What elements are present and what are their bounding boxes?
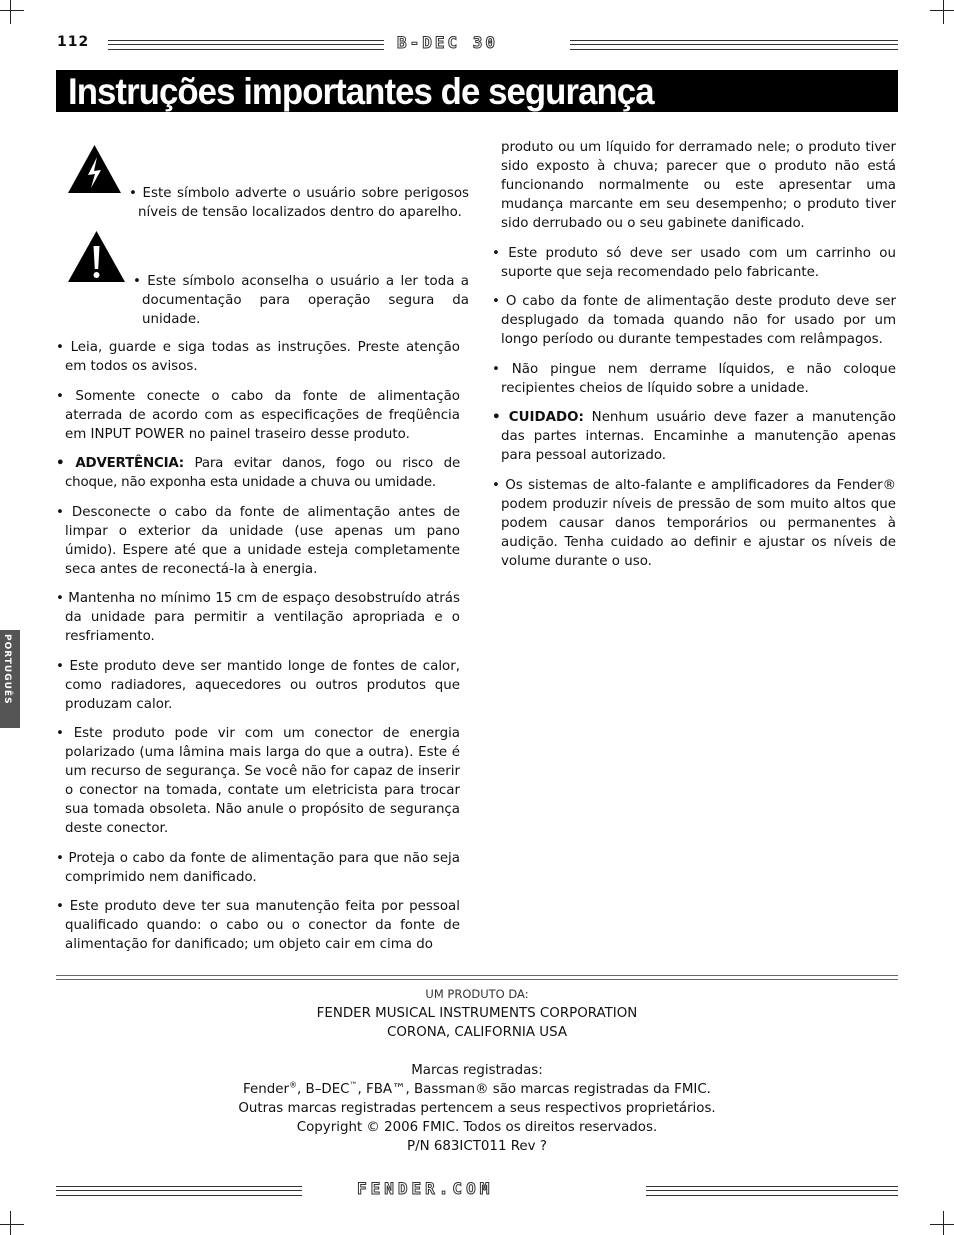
language-tab [0, 630, 20, 728]
safety-item: • Os sistemas de alto-falante e amplificadores da Fender® podem produzir níveis de pressão de som muito altos que podem causar danos temporários ou permanentes à audição. Tenha cuidado ao definir e ajustar os níveis de volume durante o uso. [492, 477, 896, 569]
copyright: Copyright © 2006 FMIC. Todos os direitos reservados. [296, 1120, 658, 1135]
crop-mark [943, 1211, 944, 1235]
footer-block [56, 985, 898, 1156]
left-column [56, 338, 460, 965]
crop-mark [0, 1224, 24, 1225]
crop-mark [0, 10, 24, 11]
crop-mark [943, 0, 944, 24]
safety-item: • Este produto deve ter sua manutenção feita por pessoal qualificado quando: o cabo ou o conector da fonte de alimentação for danificado; um objeto cair em cima do [56, 899, 460, 952]
safety-item: • Este produto só deve ser usado com um carrinho ou suporte que seja recomendado pelo fabricante. [492, 245, 896, 280]
safety-item: • Desconecte o cabo da fonte de alimentação antes de limpar o exterior da unidade (use apenas um pano úmido). Espere até que a unidade esteja completamente seca antes de reconectá-la à energia. [56, 504, 460, 577]
safety-item: • Mantenha no mínimo 15 cm de espaço desobstruído atrás da unidade para permitir a ventilação apropriada e o resfriamento. [56, 591, 460, 644]
crop-mark [10, 1211, 11, 1235]
crop-mark [930, 1224, 954, 1225]
exclamation-symbol-text: • Este símbolo aconselha o usuário a ler toda a documentação para operação segura da unidade. [133, 274, 469, 327]
header-rule-right [570, 40, 898, 50]
lightning-symbol-text: • Este símbolo adverte o usuário sobre perigosos níveis de tensão localizados dentro do aparelho. [129, 186, 469, 220]
safety-item: • Este produto deve ser mantido longe de fontes de calor, como radiadores, aquecedores ou outros produtos que produzam calor. [56, 658, 460, 712]
title-bar [56, 70, 898, 112]
safety-item: • Proteja o cabo da fonte de alimentação para que não seja comprimido nem danificado. [56, 850, 460, 885]
safety-item-warning: • ADVERTÊNCIA: Para evitar danos, fogo ou risco de choque, não exponha esta unidade a chuva ou umidade. [56, 456, 460, 490]
trademarks-heading: Marcas registradas: [411, 1063, 543, 1078]
language-tab-label: PORTUGUÊS [2, 634, 12, 705]
safety-item: • Leia, guarde e siga todas as instruções. Preste atenção em todos os avisos. [56, 340, 460, 374]
trademarks-line: Fender®, B–DEC™, FBA™, Bassman® são marcas registradas da FMIC. [243, 1080, 711, 1097]
footer-divider [56, 975, 898, 976]
safety-item-caution: • CUIDADO: Nenhum usuário deve fazer a manutenção das partes internas. Encaminhe a manutenção apenas para pessoal autorizado. [492, 410, 896, 463]
footer-rule-right [646, 1186, 898, 1196]
footer-rule-left [56, 1186, 302, 1196]
company-location: CORONA, CALIFORNIA USA [387, 1025, 567, 1040]
page-number: 112 [57, 34, 90, 50]
crop-mark [930, 10, 954, 11]
right-column [492, 138, 896, 581]
crop-mark [10, 0, 11, 24]
page-title: Instruções importantes de segurança [68, 71, 654, 112]
safety-item: • Somente conecte o cabo da fonte de alimentação aterrada de acordo com as especificações de freqüência em INPUT POWER no painel traseiro desse produto. [56, 388, 460, 442]
spacer [56, 1042, 898, 1061]
product-name: B-DEC 30 [397, 33, 499, 52]
part-number: P/N 683ICT011 Rev ? [407, 1139, 547, 1154]
produced-by-label: UM PRODUTO DA: [425, 987, 529, 1001]
footer-divider [56, 979, 898, 980]
safety-item: • O cabo da fonte de alimentação deste produto deve ser desplugado da tomada quando não for usado por um longo período ou durante tempestades com relâmpagos. [492, 294, 896, 347]
exclamation-warning-icon [66, 229, 127, 284]
website: FENDER.COM [357, 1179, 494, 1198]
safety-item-continuation: produto ou um líquido for derramado nele; o produto tiver sido exposto à chuva; parecer que o produto não está funcionando normalmente ou este apresentar uma mudança marcante em seu desempenho; o produto tiver sido derrubado ou o seu gabinete danificado. [501, 140, 896, 231]
company-name: FENDER MUSICAL INSTRUMENTS CORPORATION [316, 1006, 638, 1021]
header-rule-left [108, 40, 384, 50]
lightning-warning-icon [66, 143, 123, 195]
safety-item: • Não pingue nem derrame líquidos, e não coloque recipientes cheios de líquido sobre a unidade. [492, 361, 896, 396]
safety-item: • Este produto pode vir com um conector de energia polarizado (uma lâmina mais larga do que a outra). Este é um recurso de segurança. Se você não for capaz de inserir o conector na tomada, contate um eletricista para trocar sua tomada obsoleta. Não anule o propósito de segurança deste conector. [56, 726, 460, 836]
other-trademarks: Outras marcas registradas pertencem a seus respectivos proprietários. [238, 1101, 716, 1116]
